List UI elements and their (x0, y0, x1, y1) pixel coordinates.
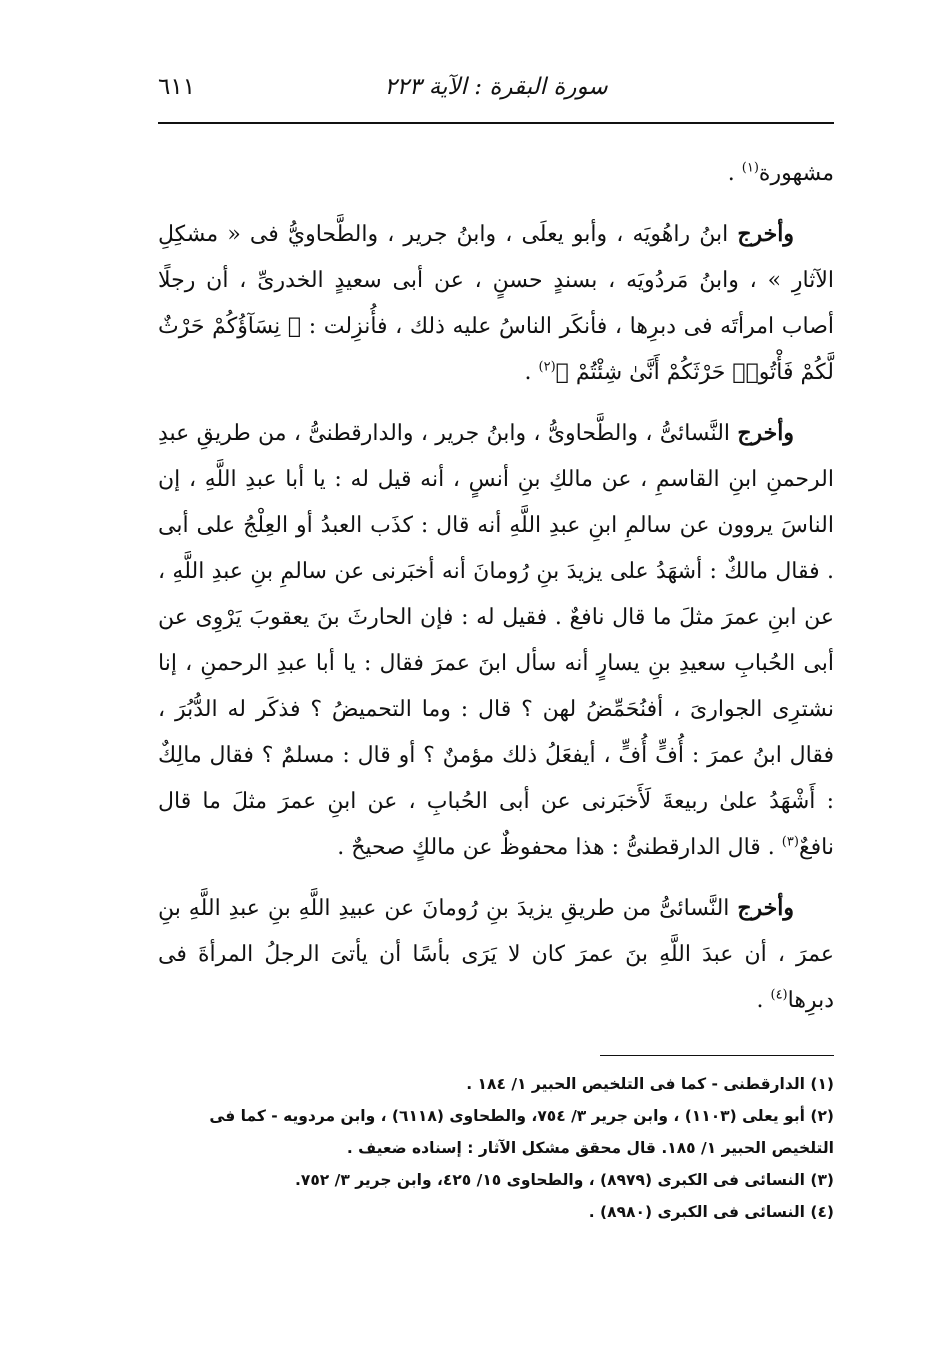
paragraph (158, 211, 834, 396)
paragraph-lead: وأخرج (737, 221, 794, 247)
paragraph (158, 150, 834, 197)
paragraph-lead: وأخرج (737, 420, 794, 446)
header-rule (158, 122, 834, 124)
paragraph (158, 410, 834, 871)
footnote-marker[interactable]: (٢) (538, 359, 556, 375)
paragraph (158, 885, 834, 1024)
footnote-rule (600, 1055, 834, 1056)
page-number: ٦١١ (158, 74, 196, 100)
footnote-marker[interactable]: (٤) (770, 987, 788, 1003)
footnotes (158, 1068, 834, 1228)
paragraph-lead: وأخرج (737, 895, 794, 921)
running-title: سورة البقرة : الآية ٢٢٣ (384, 74, 608, 100)
footnote-marker[interactable]: (٣) (781, 834, 799, 850)
paragraph-text: النَّسائىُّ ، والطَّحاوىُّ ، وابنُ جرير ، والدارقطنىُّ ، من طريقِ عبدِ الرحمنِ ابنِ القاسمِ ، عن مالكِ بنِ أنسٍ ، أنه قيل له : يا أبا عبدِ اللَّهِ ، إن الناسَ يروون عن سالمِ ابنِ عبدِ اللَّهِ أنه قال : كذَب العبدُ أو العِلْجُ على أبى . فقال مالكٌ : أشهَدُ على يزيدَ بنِ رُومانَ أنه أخبَرنى عن سالمِ بنِ عبدِ اللَّهِ ، عن ابنِ عمرَ مثلَ ما قال نافعٌ . فقيل له : فإن الحارثَ بنَ يعقوبَ يَرْوِى عن أبى الحُبابِ سعيدِ بنِ يسارٍ أنه سأل ابنَ عمرَ فقال : يا أبا عبدِ الرحمنِ ، إنا نشترِى الجوارىَ ، أفنُحَمِّضُ لهن ؟ قال : وما التحميضُ ؟ فذكَر له الدُّبُرَ ، فقال ابنُ عمرَ : أُفٍّ أُفٍّ ، أيفعَلُ ذلك مؤمنٌ ؟ أو قال : مسلمٌ ؟ فقال مالِكٌ : أَشْهَدُ علىٰ ربيعةَ لَأَخبَرنى عن أبى الحُبابِ ، عن ابنِ عمرَ مثلَ ما قال نافعٌ (158, 421, 834, 860)
footnote: (١) الدارقطنى - كما فى التلخيص الحبير ١/ ١٨٤ . (466, 1075, 834, 1093)
footnote: (٤) النسائى فى الكبرى (٨٩٨٠) . (588, 1203, 834, 1221)
paragraph-tail: . (727, 161, 742, 186)
footnote: (٣) النسائى فى الكبرى (٨٩٧٩) ، والطحاوى ١٥/ ٤٢٥، وابن جرير ٣/ ٧٥٢. (295, 1171, 834, 1189)
running-header (158, 70, 834, 114)
paragraph-tail: . (756, 988, 771, 1013)
paragraph-text: مشهورة (758, 161, 834, 186)
paragraph-text: النَّسائىُّ من طريقِ يزيدَ بنِ رُومانَ عن عبيدِ اللَّهِ بنِ عبدِ اللَّهِ بنِ عمرَ ، أن عبدَ اللَّهِ بنَ عمرَ كان لا يَرَى بأسًا أن يأتىَ الرجلُ المرأةَ فى دبرِها (158, 896, 834, 1013)
footnote-marker[interactable]: (١) (741, 160, 759, 176)
paragraph-tail: . قال الدارقطنىُّ : هذا محفوظٌ عن مالكٍ صحيحٌ . (337, 835, 782, 860)
paragraph-text: ابنُ راهُويَه ، وأبو يعلَى ، وابنُ جرير ، والطَّحاويُّ فى « مشكِلِ الآثارِ » ، وابنُ مَردُويَه ، بسندٍ حسنٍ ، عن أبى سعيدٍ الخدرىِّ ، أن رجلًا أصاب امرأتَه فى دبرِها ، فأنكَر الناسُ عليه ذلك ، فأُنزِلت : ﴿ نِسَآؤُكُمْ حَرْثٌ لَّكُمْ فَأْتُوا۟ حَرْثَكُمْ أَنَّىٰ شِئْتُمْ ﴾ (158, 222, 834, 385)
paragraph-tail: . (524, 360, 539, 385)
footnote: (٢) أبو يعلى (١١٠٣) ، وابن جرير ٣/ ٧٥٤، والطحاوى (٦١١٨) ، وابن مردويه - كما فى التلخيص الحبير ١/ ١٨٥. قال محقق مشكل الآثار : إسناده ضعيف . (209, 1107, 834, 1157)
main-text (158, 150, 834, 1038)
